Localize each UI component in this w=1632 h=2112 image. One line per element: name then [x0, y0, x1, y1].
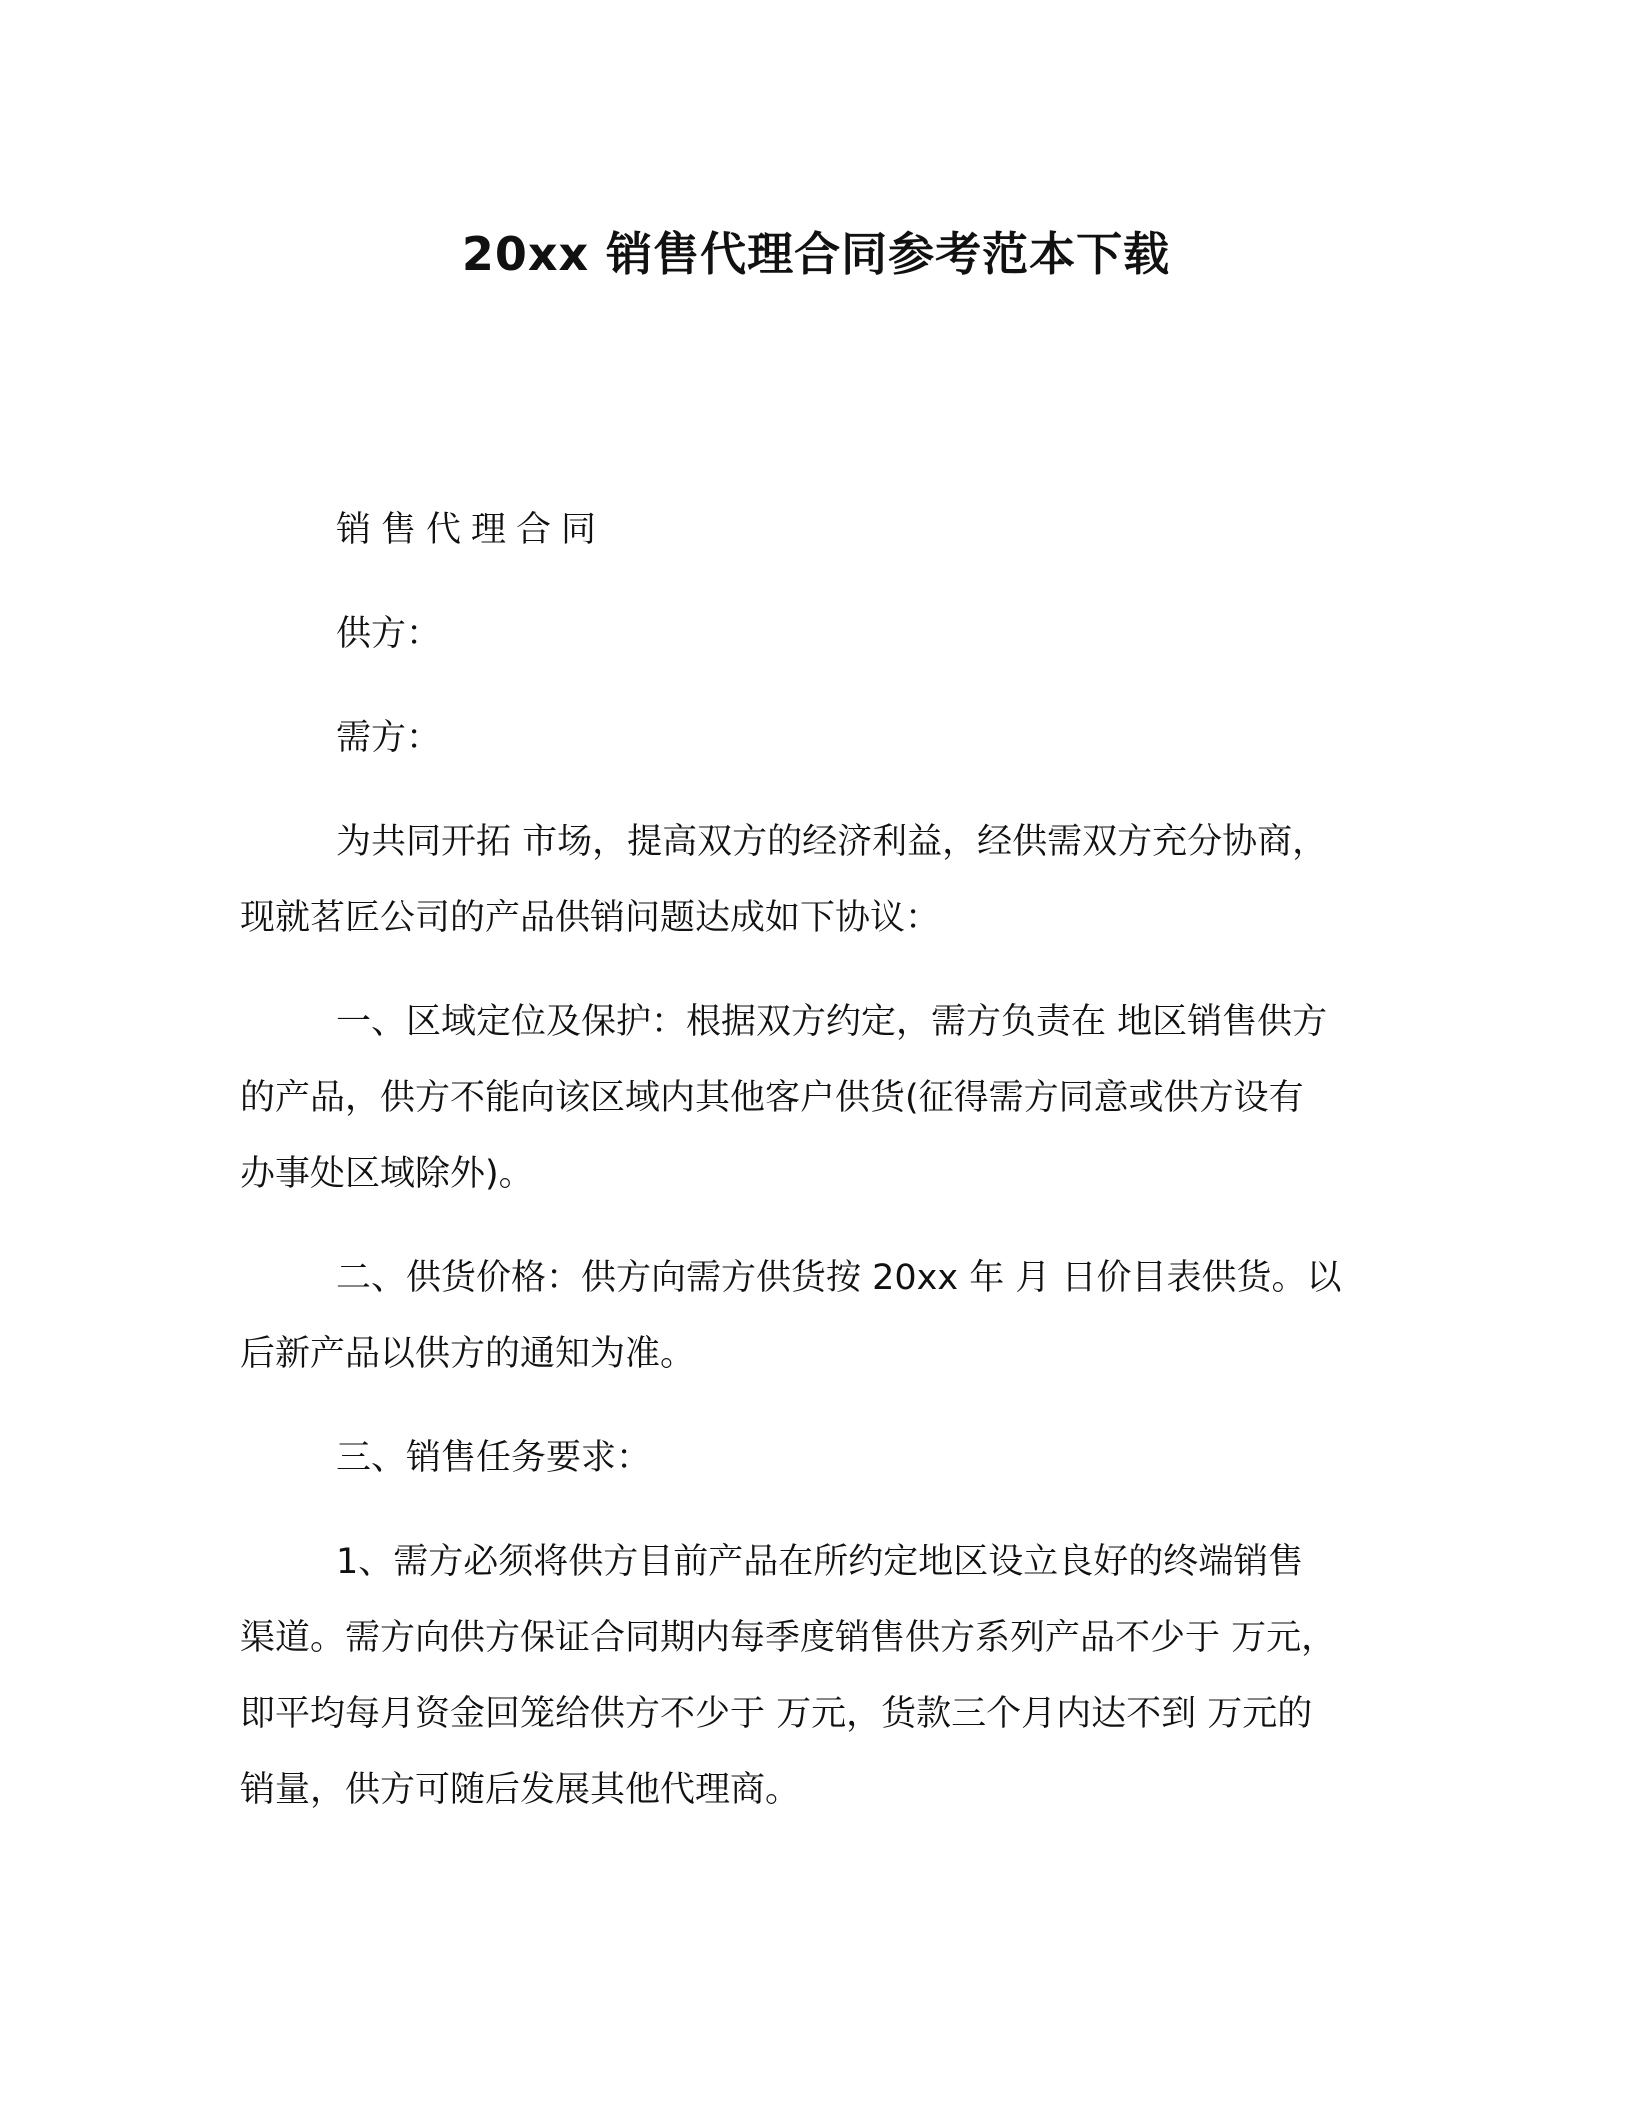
clause3-item1-line-1: 1、需方必须将供方目前产品在所约定地区设立良好的终端销售: [336, 1542, 1304, 1582]
clause2-line-1: 二、供货价格：供方向需方供货按 20xx 年 月 日价目表供货。以: [336, 1258, 1342, 1298]
buyer-label: 需方：: [336, 718, 442, 758]
contract-heading: 销售代理合同: [336, 510, 607, 550]
clause3-item1-line-4: 销量，供方可随后发展其他代理商。: [240, 1770, 801, 1810]
clause1-line-1: 一、区域定位及保护：根据双方约定，需方负责在 地区销售供方: [336, 1002, 1328, 1042]
intro-line-1: 为共同开拓 市场，提高双方的经济利益，经供需双方充分协商，: [336, 822, 1328, 862]
clause3-item1-line-2: 渠道。需方向供方保证合同期内每季度销售供方系列产品不少于 万元，: [240, 1618, 1337, 1658]
clause3-item1-line-3: 即平均每月资金回笼给供方不少于 万元，货款三个月内达不到 万元的: [240, 1694, 1313, 1734]
clause3-heading: 三、销售任务要求：: [336, 1438, 652, 1478]
clause2-line-2: 后新产品以供方的通知为准。: [240, 1334, 696, 1374]
clause1-line-2: 的产品，供方不能向该区域内其他客户供货(征得需方同意或供方设有: [240, 1078, 1304, 1118]
supplier-label: 供方：: [336, 614, 442, 654]
intro-line-2: 现就茗匠公司的产品供销问题达成如下协议：: [240, 898, 941, 938]
clause1-line-3: 办事处区域除外)。: [240, 1154, 534, 1194]
document-title: 20xx 销售代理合同参考范本下载: [461, 227, 1171, 281]
